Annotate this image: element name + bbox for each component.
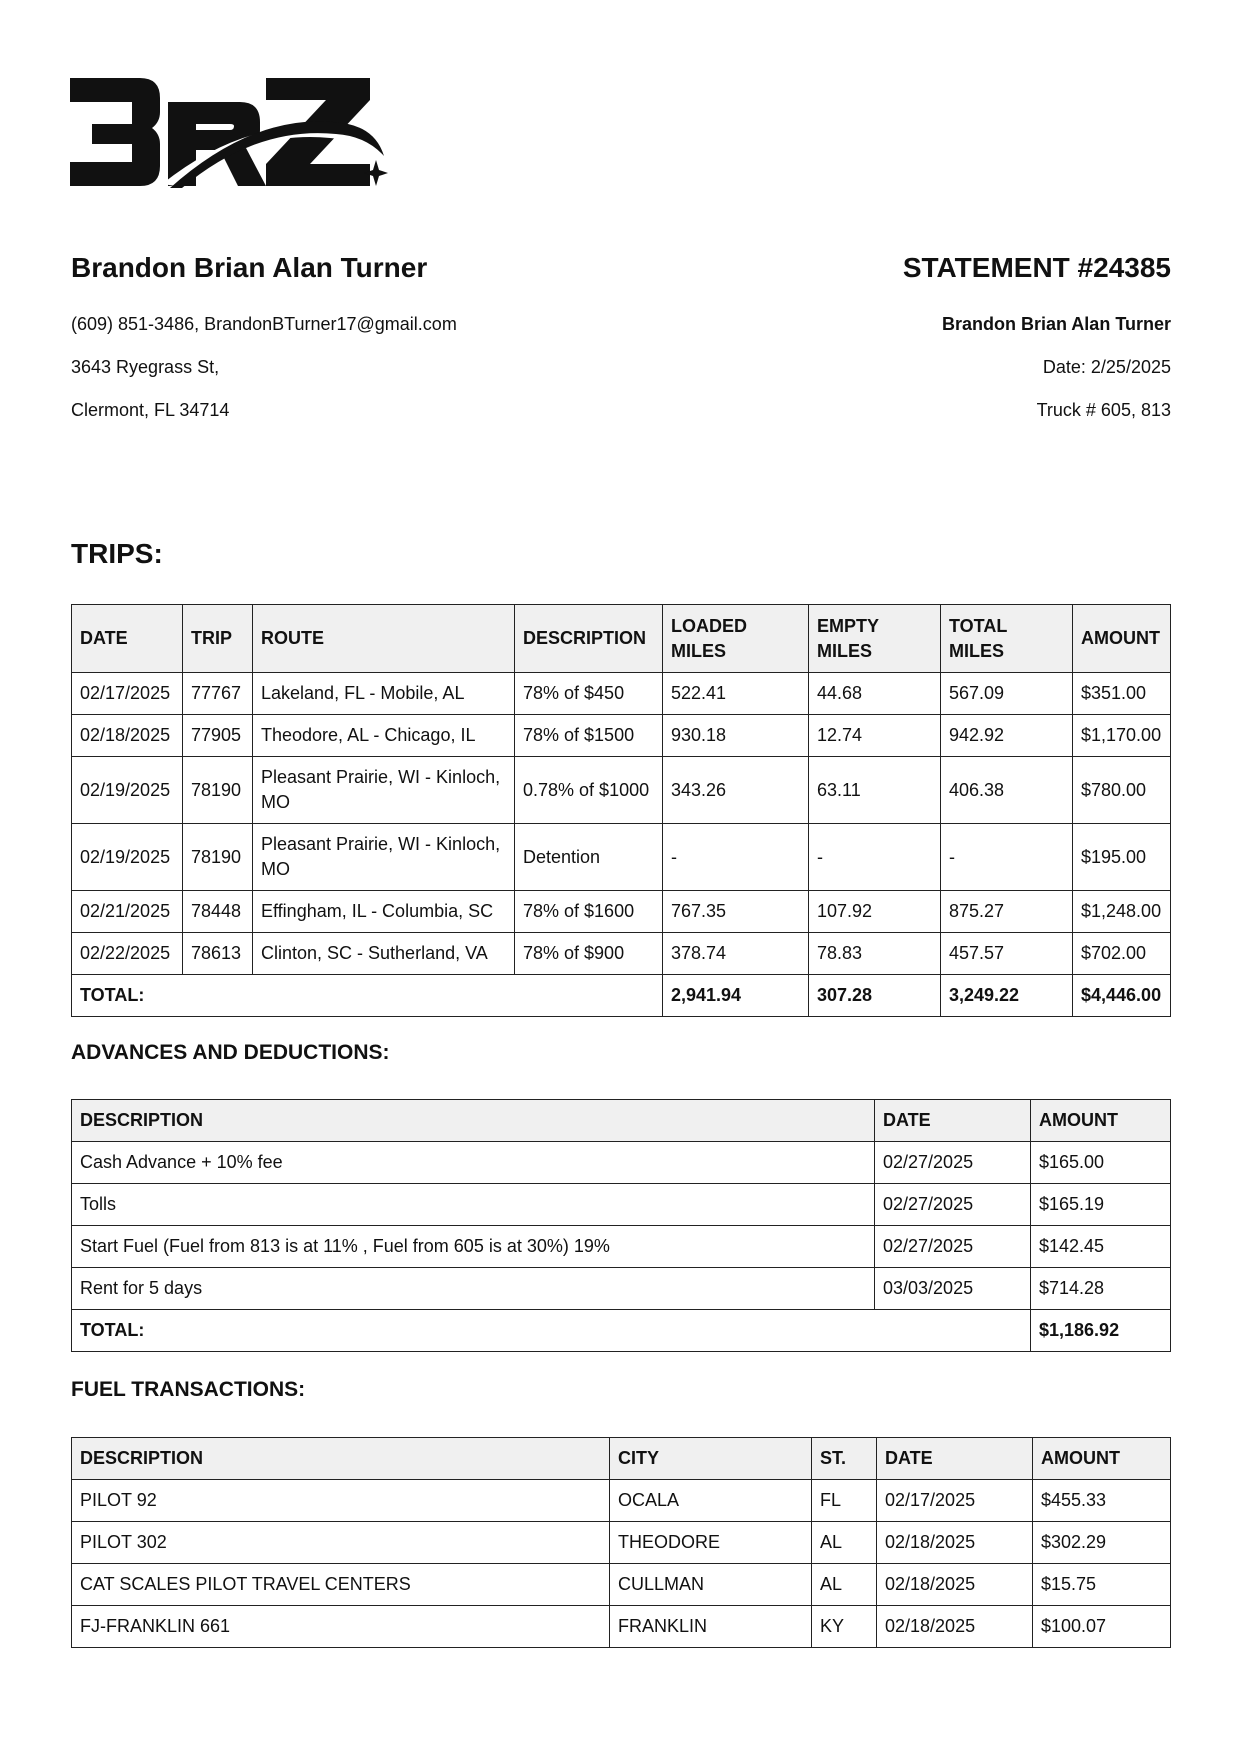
cell-date: 02/19/2025 bbox=[72, 824, 183, 891]
table-row bbox=[72, 673, 1171, 715]
cell-date: 02/18/2025 bbox=[877, 1564, 1033, 1606]
cell-route: Pleasant Prairie, WI - Kinloch, MO bbox=[253, 757, 515, 824]
cell-loaded: - bbox=[663, 824, 809, 891]
col-description: DESCRIPTION bbox=[515, 605, 663, 673]
cell-date: 02/18/2025 bbox=[877, 1522, 1033, 1564]
col-trip: TRIP bbox=[183, 605, 253, 673]
total-miles: 3,249.22 bbox=[941, 975, 1073, 1017]
cell-loaded: 930.18 bbox=[663, 715, 809, 757]
cell-amount: $142.45 bbox=[1031, 1226, 1171, 1268]
cell-description: Tolls bbox=[72, 1184, 875, 1226]
cell-date: 02/18/2025 bbox=[877, 1606, 1033, 1648]
trips-header-row bbox=[72, 605, 1171, 673]
cell-total-miles: - bbox=[941, 824, 1073, 891]
cell-loaded: 343.26 bbox=[663, 757, 809, 824]
cell-trip: 78190 bbox=[183, 757, 253, 824]
table-row bbox=[72, 933, 1171, 975]
trips-table bbox=[71, 604, 1171, 1017]
cell-description: Rent for 5 days bbox=[72, 1268, 875, 1310]
cell-date: 02/22/2025 bbox=[72, 933, 183, 975]
cell-total-miles: 567.09 bbox=[941, 673, 1073, 715]
cell-amount: $702.00 bbox=[1073, 933, 1171, 975]
deductions-total-row bbox=[72, 1310, 1171, 1352]
cell-total-miles: 875.27 bbox=[941, 891, 1073, 933]
cell-amount: $302.29 bbox=[1033, 1522, 1171, 1564]
cell-date: 02/21/2025 bbox=[72, 891, 183, 933]
cell-total-miles: 942.92 bbox=[941, 715, 1073, 757]
table-row bbox=[72, 891, 1171, 933]
cell-date: 02/18/2025 bbox=[72, 715, 183, 757]
cell-total-miles: 457.57 bbox=[941, 933, 1073, 975]
cell-route: Clinton, SC - Sutherland, VA bbox=[253, 933, 515, 975]
cell-description: Cash Advance + 10% fee bbox=[72, 1142, 875, 1184]
total-amount: $4,446.00 bbox=[1073, 975, 1171, 1017]
table-row bbox=[72, 824, 1171, 891]
cell-city: OCALA bbox=[610, 1480, 812, 1522]
cell-city: FRANKLIN bbox=[610, 1606, 812, 1648]
cell-amount: $1,170.00 bbox=[1073, 715, 1171, 757]
brz-logo bbox=[70, 78, 390, 193]
statement-number: STATEMENT #24385 bbox=[902, 252, 1171, 283]
total-empty-miles: 307.28 bbox=[809, 975, 941, 1017]
cell-description: FJ-FRANKLIN 661 bbox=[72, 1606, 610, 1648]
table-row bbox=[72, 1268, 1171, 1310]
cell-state: AL bbox=[812, 1564, 877, 1606]
cell-state: FL bbox=[812, 1480, 877, 1522]
table-row bbox=[72, 1522, 1171, 1564]
col-date: DATE bbox=[72, 605, 183, 673]
col-amount: AMOUNT bbox=[1033, 1438, 1171, 1480]
cell-description: 78% of $900 bbox=[515, 933, 663, 975]
cell-amount: $165.19 bbox=[1031, 1184, 1171, 1226]
statement-date: Date: 2/25/2025 bbox=[1042, 357, 1171, 377]
deductions-title: ADVANCES AND DEDUCTIONS: bbox=[71, 1041, 390, 1064]
cell-amount: $195.00 bbox=[1073, 824, 1171, 891]
cell-date: 02/19/2025 bbox=[72, 757, 183, 824]
cell-amount: $780.00 bbox=[1073, 757, 1171, 824]
cell-total-miles: 406.38 bbox=[941, 757, 1073, 824]
cell-route: Lakeland, FL - Mobile, AL bbox=[253, 673, 515, 715]
table-row bbox=[72, 715, 1171, 757]
cell-description: 0.78% of $1000 bbox=[515, 757, 663, 824]
col-loaded-miles: LOADED MILES bbox=[663, 605, 809, 673]
trips-total-row bbox=[72, 975, 1171, 1017]
col-date: DATE bbox=[875, 1100, 1031, 1142]
table-row bbox=[72, 1226, 1171, 1268]
cell-date: 02/17/2025 bbox=[877, 1480, 1033, 1522]
col-state: ST. bbox=[812, 1438, 877, 1480]
table-row bbox=[72, 1606, 1171, 1648]
cell-description: 78% of $450 bbox=[515, 673, 663, 715]
cell-amount: $455.33 bbox=[1033, 1480, 1171, 1522]
cell-route: Theodore, AL - Chicago, IL bbox=[253, 715, 515, 757]
cell-trip: 78448 bbox=[183, 891, 253, 933]
sender-name: Brandon Brian Alan Turner bbox=[71, 252, 428, 283]
truck-numbers: Truck # 605, 813 bbox=[1036, 400, 1171, 420]
col-total-miles: TOTAL MILES bbox=[941, 605, 1073, 673]
cell-amount: $165.00 bbox=[1031, 1142, 1171, 1184]
col-description: DESCRIPTION bbox=[72, 1100, 875, 1142]
cell-loaded: 522.41 bbox=[663, 673, 809, 715]
cell-trip: 78190 bbox=[183, 824, 253, 891]
cell-empty: 107.92 bbox=[809, 891, 941, 933]
table-row bbox=[72, 1564, 1171, 1606]
cell-description: 78% of $1500 bbox=[515, 715, 663, 757]
address-line-2: Clermont, FL 34714 bbox=[71, 400, 230, 420]
total-label: TOTAL: bbox=[72, 975, 663, 1017]
fuel-title: FUEL TRANSACTIONS: bbox=[71, 1378, 306, 1401]
cell-description: 78% of $1600 bbox=[515, 891, 663, 933]
cell-empty: 63.11 bbox=[809, 757, 941, 824]
payee-name: Brandon Brian Alan Turner bbox=[941, 314, 1171, 334]
col-amount: AMOUNT bbox=[1031, 1100, 1171, 1142]
cell-trip: 77767 bbox=[183, 673, 253, 715]
cell-route: Pleasant Prairie, WI - Kinloch, MO bbox=[253, 824, 515, 891]
cell-amount: $100.07 bbox=[1033, 1606, 1171, 1648]
cell-amount: $351.00 bbox=[1073, 673, 1171, 715]
deductions-header-row bbox=[72, 1100, 1171, 1142]
cell-amount: $15.75 bbox=[1033, 1564, 1171, 1606]
cell-loaded: 378.74 bbox=[663, 933, 809, 975]
cell-trip: 78613 bbox=[183, 933, 253, 975]
table-row bbox=[72, 1184, 1171, 1226]
cell-amount: $714.28 bbox=[1031, 1268, 1171, 1310]
cell-date: 02/17/2025 bbox=[72, 673, 183, 715]
total-label: TOTAL: bbox=[72, 1310, 1031, 1352]
cell-description: CAT SCALES PILOT TRAVEL CENTERS bbox=[72, 1564, 610, 1606]
col-city: CITY bbox=[610, 1438, 812, 1480]
col-date: DATE bbox=[877, 1438, 1033, 1480]
cell-date: 02/27/2025 bbox=[875, 1142, 1031, 1184]
total-loaded-miles: 2,941.94 bbox=[663, 975, 809, 1017]
fuel-header-row bbox=[72, 1438, 1171, 1480]
fuel-table bbox=[71, 1437, 1171, 1648]
cell-empty: 78.83 bbox=[809, 933, 941, 975]
total-amount: $1,186.92 bbox=[1031, 1310, 1171, 1352]
cell-date: 03/03/2025 bbox=[875, 1268, 1031, 1310]
cell-description: Start Fuel (Fuel from 813 is at 11% , Fuel from 605 is at 30%) 19% bbox=[72, 1226, 875, 1268]
cell-trip: 77905 bbox=[183, 715, 253, 757]
table-row bbox=[72, 757, 1171, 824]
table-row bbox=[72, 1142, 1171, 1184]
deductions-table bbox=[71, 1099, 1171, 1352]
col-description: DESCRIPTION bbox=[72, 1438, 610, 1480]
col-empty-miles: EMPTY MILES bbox=[809, 605, 941, 673]
cell-state: KY bbox=[812, 1606, 877, 1648]
cell-route: Effingham, IL - Columbia, SC bbox=[253, 891, 515, 933]
cell-empty: 12.74 bbox=[809, 715, 941, 757]
cell-date: 02/27/2025 bbox=[875, 1184, 1031, 1226]
address-line-1: 3643 Ryegrass St, bbox=[71, 357, 220, 377]
cell-amount: $1,248.00 bbox=[1073, 891, 1171, 933]
cell-empty: - bbox=[809, 824, 941, 891]
col-amount: AMOUNT bbox=[1073, 605, 1171, 673]
cell-date: 02/27/2025 bbox=[875, 1226, 1031, 1268]
cell-description: PILOT 302 bbox=[72, 1522, 610, 1564]
col-route: ROUTE bbox=[253, 605, 515, 673]
cell-city: THEODORE bbox=[610, 1522, 812, 1564]
trips-title: TRIPS: bbox=[71, 538, 163, 569]
cell-description: Detention bbox=[515, 824, 663, 891]
cell-state: AL bbox=[812, 1522, 877, 1564]
table-row bbox=[72, 1480, 1171, 1522]
cell-loaded: 767.35 bbox=[663, 891, 809, 933]
cell-description: PILOT 92 bbox=[72, 1480, 610, 1522]
cell-city: CULLMAN bbox=[610, 1564, 812, 1606]
contact-info: (609) 851-3486, BrandonBTurner17@gmail.com bbox=[71, 314, 457, 334]
cell-empty: 44.68 bbox=[809, 673, 941, 715]
